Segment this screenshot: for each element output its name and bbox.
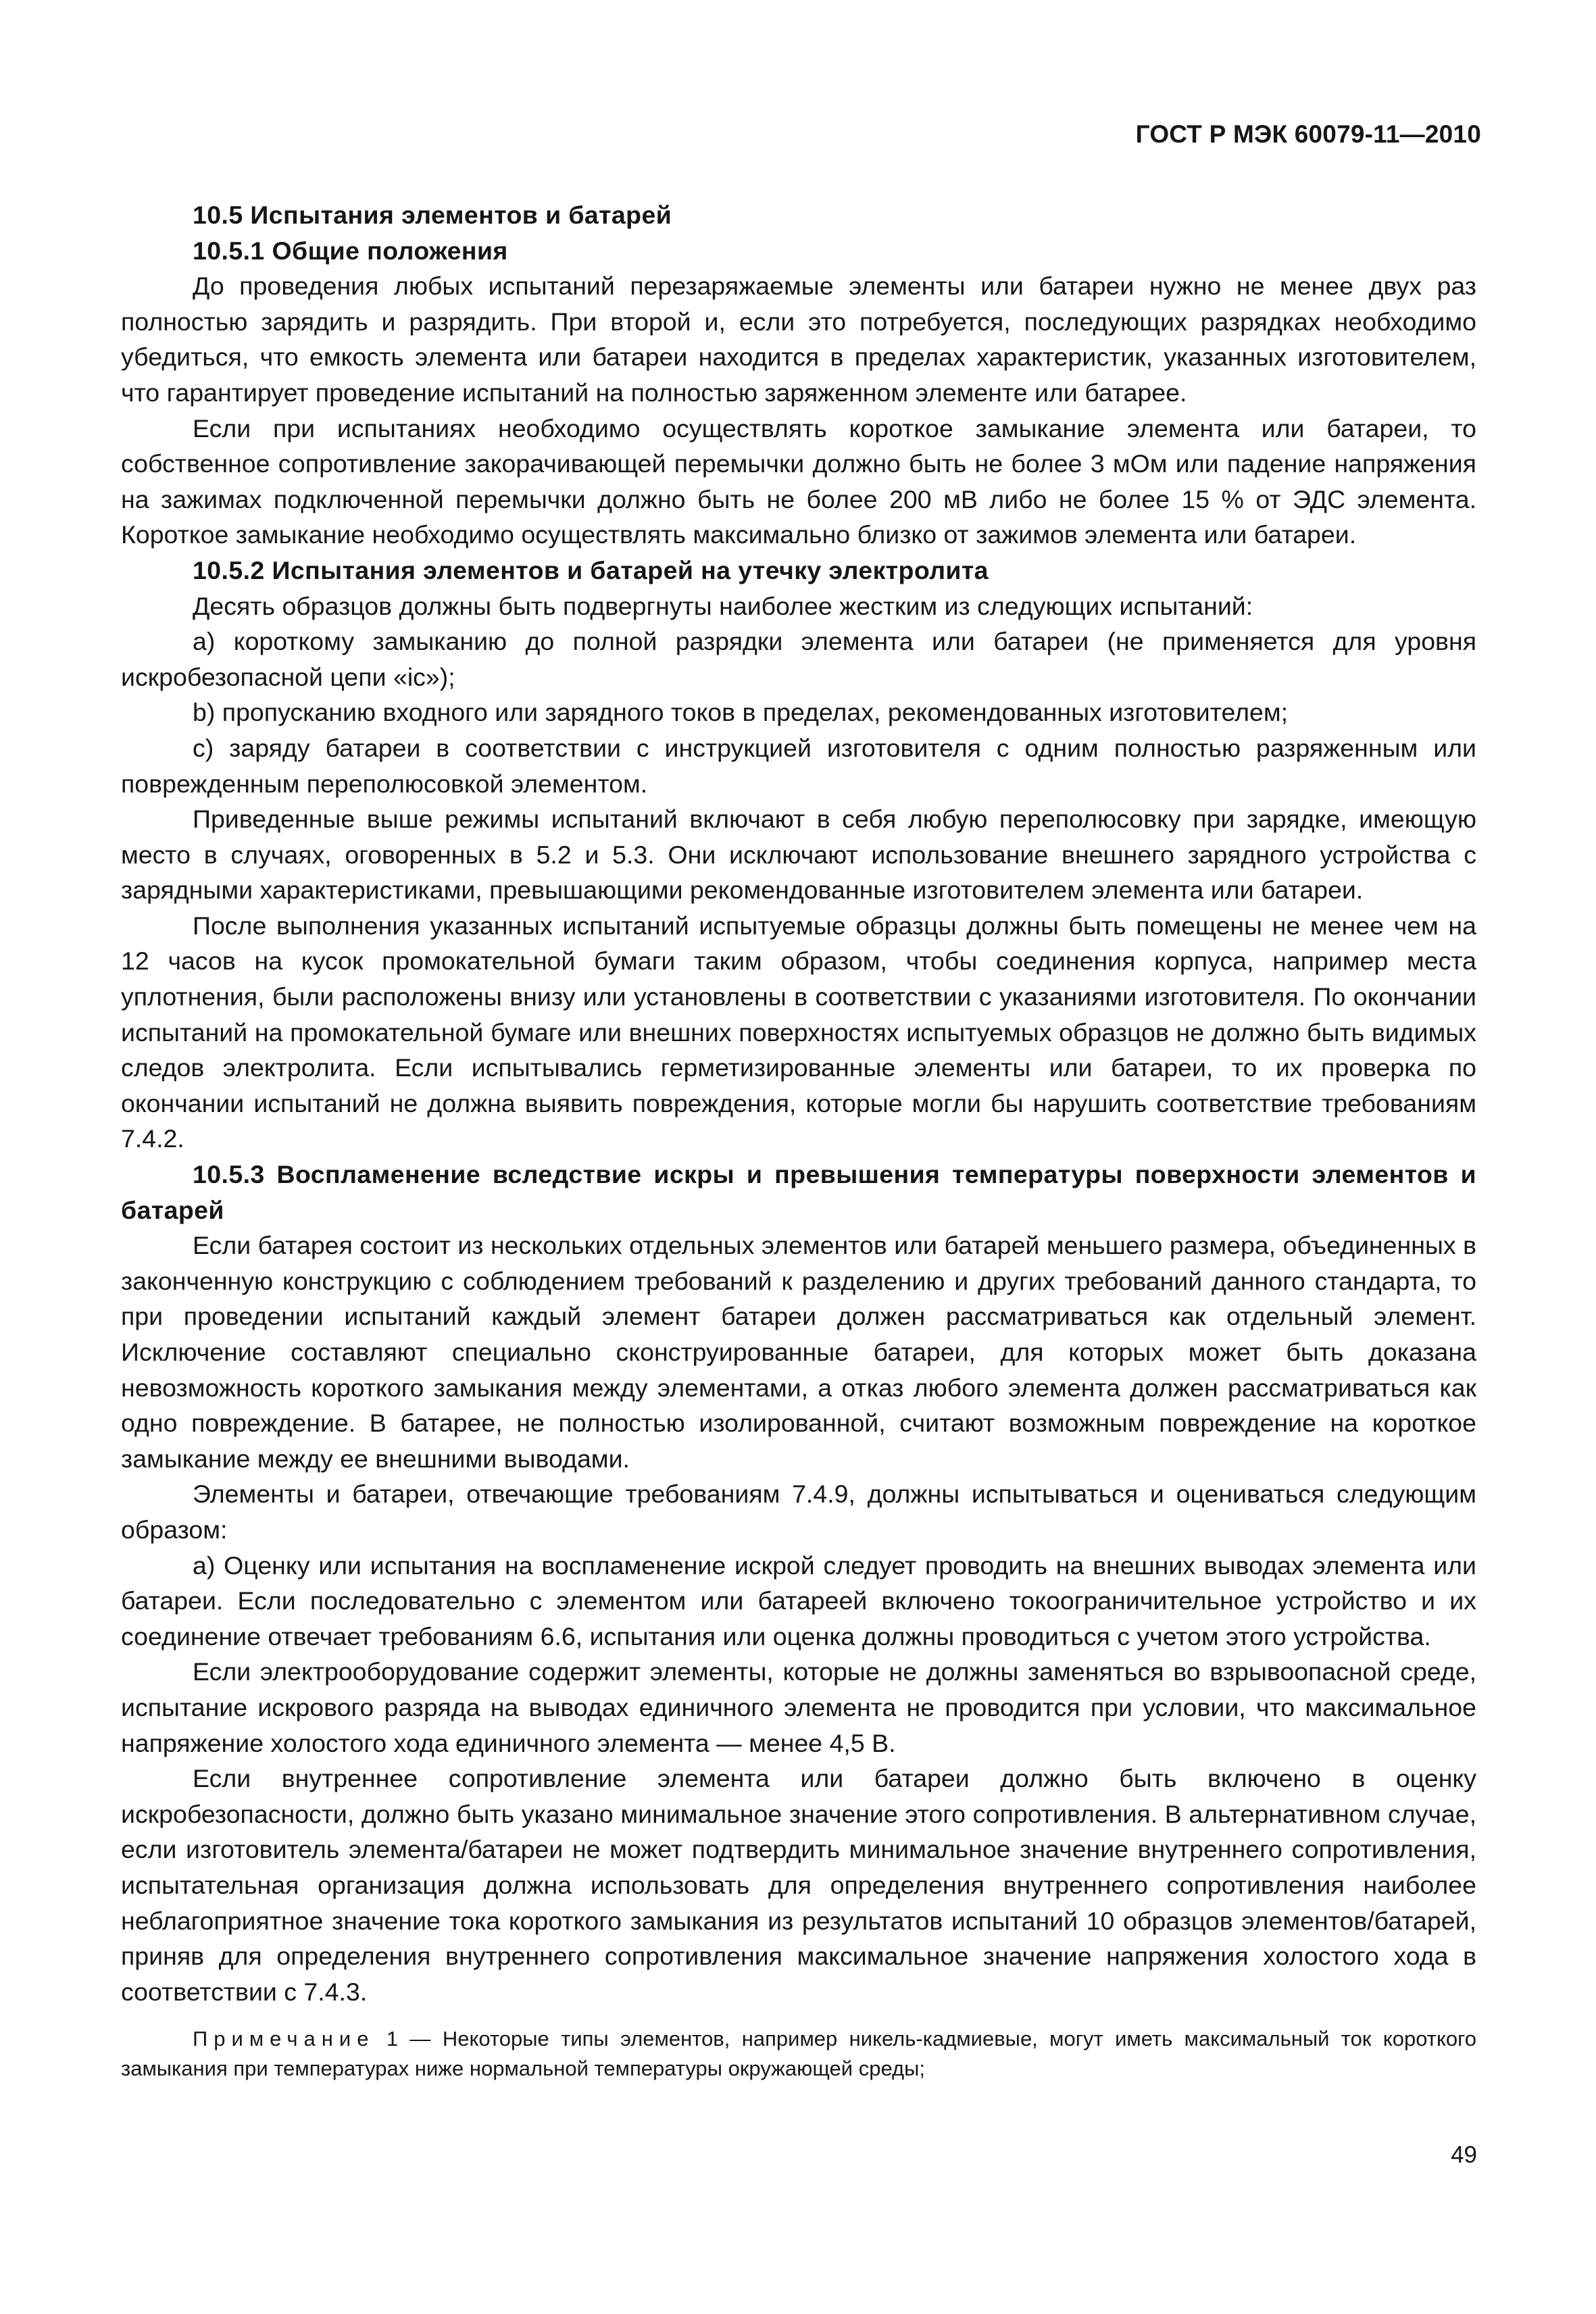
list-item: c) заряду батареи в соответствии с инструкцией изготовителя с одним полностью разряженным или поврежденным переполюсовкой элементом. [121, 733, 1476, 798]
section-heading: 10.5.2 Испытания элементов и батарей на утечку электролита [193, 555, 989, 584]
paragraph: Если внутреннее сопротивление элемента или батареи должно быть включено в оценку искробезопасности, должно быть указано минимальное значение этого сопротивления. В альтернативном случае, если изготовитель элемента/батареи не может подтвердить минимальное значение внутреннего сопротивления, испытательная организация должна использовать для определения внутреннего сопротивления наиболее неблагоприятное значение тока короткого замыкания из результатов испытаний 10 образцов элементов/батарей, приняв для определения внутреннего сопротивления максимальное значение напряжения холостого хода в соответствии с 7.4.3. [121, 1764, 1476, 2006]
note-label: Примечание [193, 2027, 375, 2051]
paragraph: До проведения любых испытаний перезаряжаемые элементы или батареи нужно не менее двух раз полностью зарядить и разрядить. При второй и, если это потребуется, последующих разрядках необходимо убедиться, что емкость элемента или батареи находится в пределах характеристик, указанных изготовителем, что гарантирует проведение испытаний на полностью заряженном элементе или батарее. [121, 272, 1476, 407]
section-heading: 10.5.3 Воспламенение вследствие искры и превышения температуры поверхности элементов и батарей [121, 1160, 1476, 1224]
list-item: b) пропусканию входного или зарядного токов в пределах, рекомендованных изготовителем; [193, 698, 1289, 727]
document-header: ГОСТ Р МЭК 60079-11—2010 [1135, 120, 1481, 148]
document-body [121, 197, 1476, 2084]
note: Примечание 1 — Некоторые типы элементов, например никель-кадмиевые, могут иметь максимальный ток короткого замыкания при температурах ниже нормальной температуры окружающей среды; [121, 2027, 1476, 2081]
paragraph: Если батарея состоит из нескольких отдельных элементов или батарей меньшего размера, объединенных в законченную конструкцию с соблюдением требований к разделению и других требований данного стандарта, то при проведении испытаний каждый элемент батареи должен рассматриваться как отдельный элемент. Исключение составляют специально сконструированные батареи, для которых может быть доказана невозможность короткого замыкания между элементами, а отказ любого элемента должен рассматриваться как одно повреждение. В батарее, не полностью изолированной, считают возможным повреждение на короткое замыкание между ее внешними выводами. [121, 1231, 1476, 1473]
paragraph: Если при испытаниях необходимо осуществлять короткое замыкание элемента или батареи, то собственное сопротивление закорачивающей перемычки должно быть не более 3 мОм или падение напряжения на зажимах подключенной перемычки должно быть не более 200 мВ либо не более 15 % от ЭДС элемента. Короткое замыкание необходимо осуществлять максимально близко от зажимов элемента или батареи. [121, 413, 1476, 549]
note-number: 1 [386, 2027, 399, 2051]
paragraph: Десять образцов должны быть подвергнуты наиболее жестким из следующих испытаний: [193, 591, 1253, 620]
paragraph: Если электрооборудование содержит элементы, которые не должны заменяться во взрывоопасной среде, испытание искрового разряда на выводах единичного элемента не проводится при условии, что максимальное напряжение холостого хода единичного элемента — менее 4,5 В. [121, 1657, 1476, 1757]
list-item: а) Оценку или испытания на воспламенение искрой следует проводить на внешних выводах элемента или батареи. Если последовательно с элементом или батареей включено токоограничительное устройство и их соединение отвечает требованиям 6.6, испытания или оценка должны проводиться с учетом этого устройства. [121, 1551, 1476, 1651]
note-text: Некоторые типы элементов, например никель-кадмиевые, могут иметь максимальный ток короткого замыкания при температурах ниже нормальной температуры окружающей среды; [121, 2027, 1476, 2081]
paragraph: Элементы и батареи, отвечающие требованиям 7.4.9, должны испытываться и оцениваться следующим образом: [121, 1480, 1476, 1544]
paragraph: После выполнения указанных испытаний испытуемые образцы должны быть помещены не менее чем на 12 часов на кусок промокательной бумаги таким образом, чтобы соединения корпуса, например места уплотнения, были расположены внизу или установлены в соответствии с указаниями изготовителя. По окончании испытаний на промокательной бумаге или внешних поверхностях испытуемых образцов не должно быть видимых следов электролита. Если испытывались герметизированные элементы или батареи, то их проверка по окончании испытаний не должна выявить повреждения, которые могли бы нарушить соответствие требованиям 7.4.2. [121, 911, 1476, 1153]
page-number: 49 [1451, 2142, 1477, 2168]
section-heading: 10.5 Испытания элементов и батарей [193, 201, 672, 229]
section-heading: 10.5.1 Общие положения [193, 236, 508, 265]
list-item: а) короткому замыканию до полной разрядки элемента или батареи (не применяется для уровня искробезопасной цепи «ic»); [121, 627, 1476, 691]
paragraph: Приведенные выше режимы испытаний включают в себя любую переполюсовку при зарядке, имеющую место в случаях, оговоренных в 5.2 и 5.3. Они исключают использование внешнего зарядного устройства с зарядными характеристиками, превышающими рекомендованные изготовителем элемента или батареи. [121, 805, 1476, 905]
